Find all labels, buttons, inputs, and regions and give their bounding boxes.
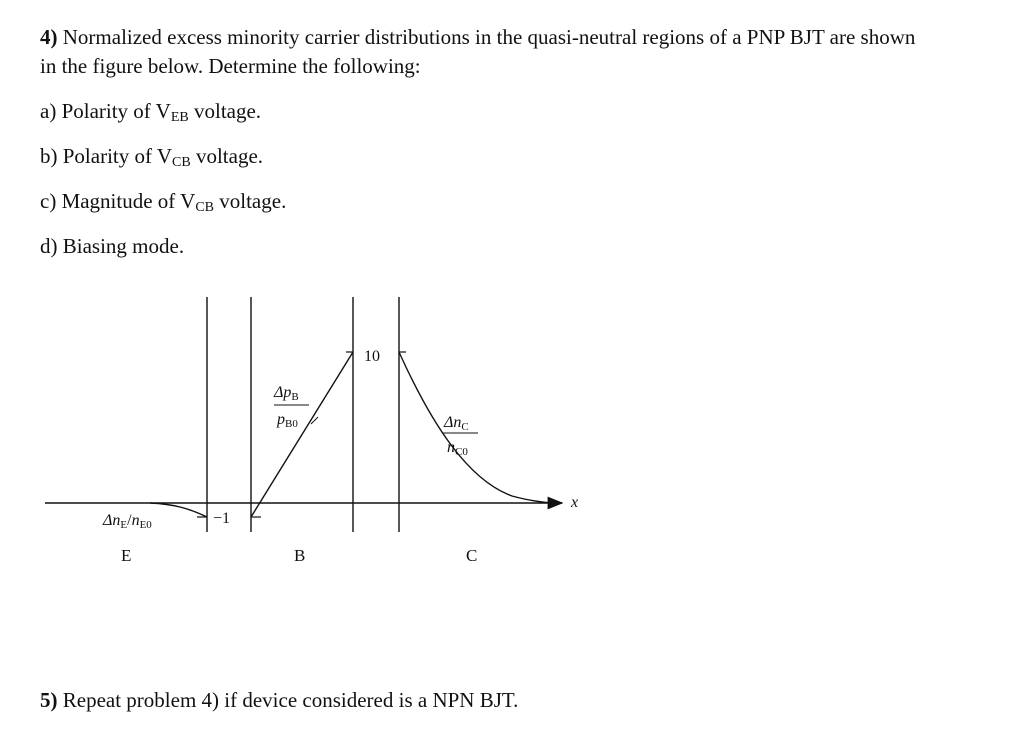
problem5-number: 5) <box>40 688 58 712</box>
problem4-intro-line2: in the figure below. Determine the following: <box>40 54 421 78</box>
problem5-line <box>40 687 518 713</box>
emitter-carrier-curve <box>150 503 207 517</box>
question-b-suffix: voltage. <box>190 144 264 168</box>
question-b-subscript: CB <box>172 155 191 170</box>
question-c-suffix: voltage. <box>214 189 287 213</box>
base-carrier-line <box>251 352 353 517</box>
x-axis-label: x <box>571 494 579 511</box>
collector-carrier-curve <box>399 352 555 503</box>
negative-value-label: −1 <box>213 510 231 527</box>
base-label-denominator <box>276 411 298 430</box>
question-b-prefix: b) Polarity of V <box>40 144 173 168</box>
region-label-emitter: E <box>121 546 132 565</box>
emitter-curve-label <box>102 512 152 531</box>
question-c-subscript: CB <box>195 200 215 215</box>
base-den-sub: B0 <box>285 418 298 430</box>
question-a-prefix: a) Polarity of V <box>40 99 171 123</box>
question-d-text: d) Biasing mode. <box>40 234 185 258</box>
emitter-label-main: Δn <box>103 512 121 529</box>
emitter-label-den: n <box>131 512 140 529</box>
collector-den-main: n <box>447 439 455 456</box>
problem4-number: 4) <box>40 25 58 49</box>
question-c-prefix: c) Magnitude of V <box>40 189 196 213</box>
peak-value-label: 10 <box>364 348 380 365</box>
problem4-intro-text1: Normalized excess minority carrier distributions in the quasi-neutral regions of a PNP BJT are shown <box>62 25 916 49</box>
problem5-text: Repeat problem 4) if device considered is a NPN BJT. <box>57 688 519 712</box>
base-den-main: p <box>277 411 285 428</box>
question-a-suffix: voltage. <box>188 99 262 123</box>
emitter-label-slash: / <box>127 512 132 529</box>
base-label-numerator <box>273 384 299 403</box>
question-a-subscript: EB <box>170 110 189 125</box>
base-num-main: Δp <box>274 384 292 401</box>
collector-num-main: Δn <box>444 414 462 431</box>
collector-num-sub: C <box>461 421 469 433</box>
region-label-collector: C <box>466 546 478 565</box>
collector-label-denominator <box>447 439 468 458</box>
collector-den-sub: C0 <box>455 446 468 458</box>
region-label-base: B <box>294 546 306 565</box>
collector-label-numerator <box>443 414 469 433</box>
emitter-label-sub: E <box>120 519 128 531</box>
base-num-sub: B <box>291 391 299 403</box>
emitter-label-den-sub: E0 <box>139 519 152 531</box>
